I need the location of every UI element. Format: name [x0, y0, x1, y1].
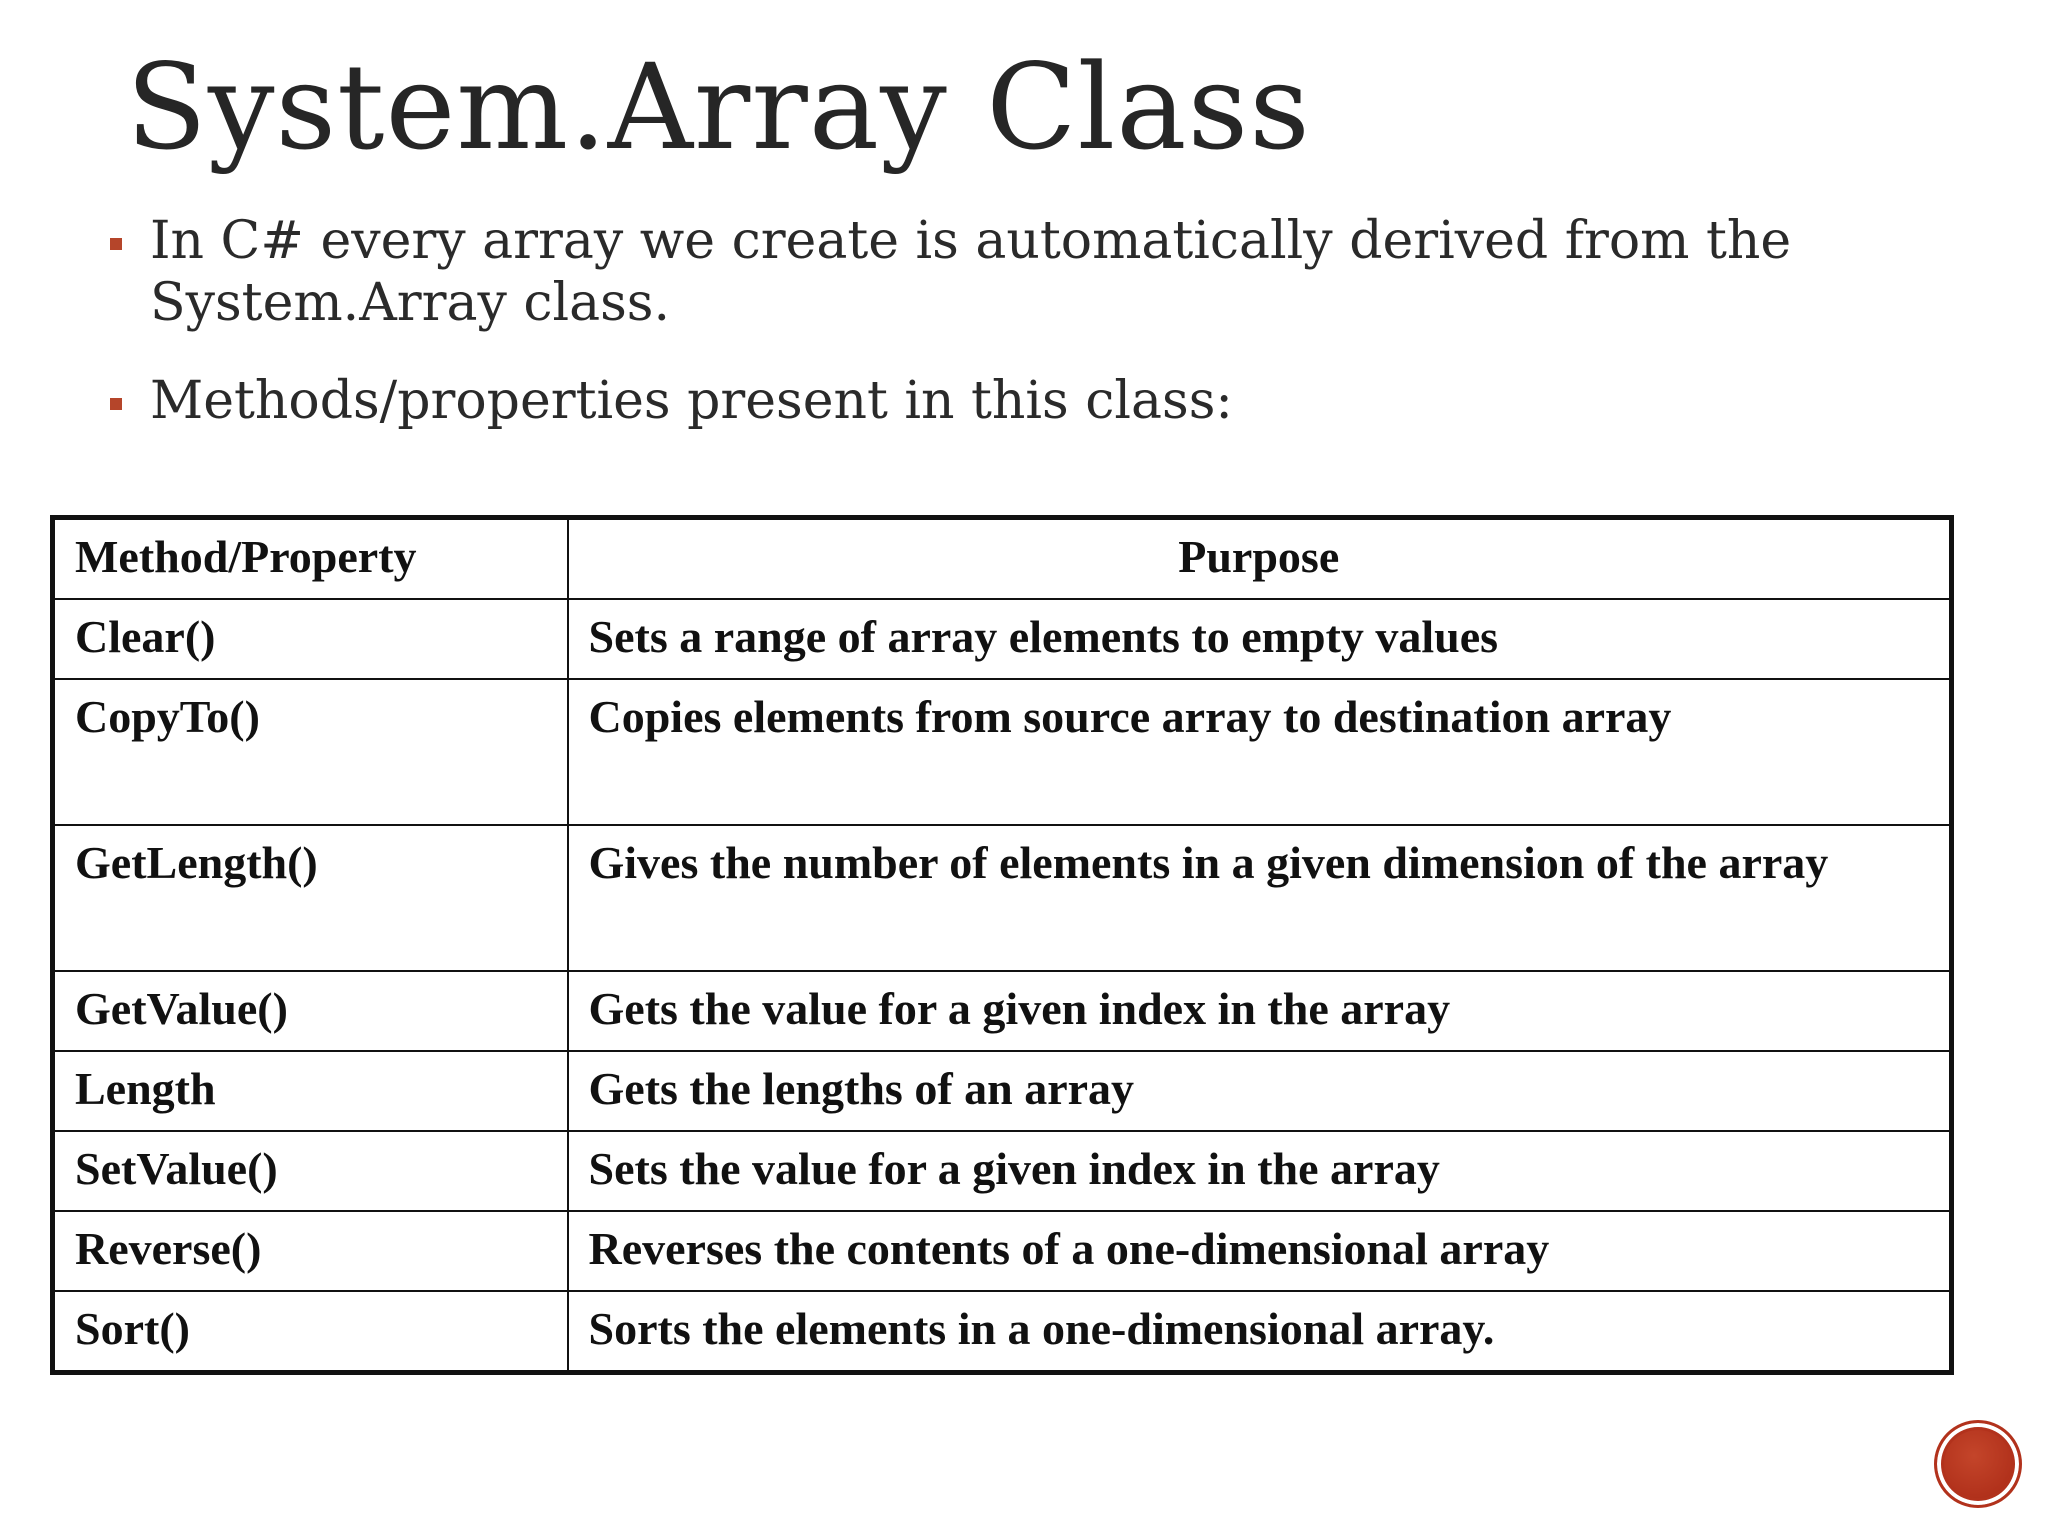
table-row: [53, 1211, 1952, 1291]
table-header-row: [53, 518, 1952, 600]
square-bullet-icon: [110, 238, 122, 250]
method-name-cell: Length: [53, 1051, 568, 1131]
square-bullet-icon: [110, 398, 122, 410]
purpose-cell: Sets the value for a given index in the array: [568, 1131, 1952, 1211]
purpose-cell: Gives the number of elements in a given dimension of the array: [568, 825, 1952, 971]
table-row: [53, 1131, 1952, 1211]
header-method-property: Method/Property: [53, 518, 568, 600]
method-name-cell: GetLength(): [53, 825, 568, 971]
method-name-cell: Clear(): [53, 599, 568, 679]
table-row: [53, 825, 1952, 971]
method-name-cell: CopyTo(): [53, 679, 568, 825]
method-name-cell: Reverse(): [53, 1211, 568, 1291]
bullet-text: In C# every array we create is automatically derived from the System.Array class.: [150, 211, 1792, 333]
purpose-cell: Copies elements from source array to destination array: [568, 679, 1952, 825]
method-name-cell: SetValue(): [53, 1131, 568, 1211]
purpose-cell: Gets the value for a given index in the array: [568, 971, 1952, 1051]
purpose-cell: Sorts the elements in a one-dimensional array.: [568, 1291, 1952, 1373]
bullet-item: [110, 370, 1930, 432]
methods-table-container: [50, 515, 1954, 1375]
table-row: [53, 1051, 1952, 1131]
header-purpose: Purpose: [568, 518, 1952, 600]
table-row: [53, 971, 1952, 1051]
bullet-text: Methods/properties present in this class:: [150, 371, 1233, 431]
bullet-list: [110, 210, 1930, 468]
method-name-cell: Sort(): [53, 1291, 568, 1373]
purpose-cell: Sets a range of array elements to empty values: [568, 599, 1952, 679]
table-row: [53, 1291, 1952, 1373]
table-row: [53, 599, 1952, 679]
bullet-item: [110, 210, 1930, 334]
next-slide-circle-icon[interactable]: [1934, 1420, 2022, 1508]
method-name-cell: GetValue(): [53, 971, 568, 1051]
methods-table: [50, 515, 1954, 1375]
slide-title: System.Array Class: [126, 38, 1311, 176]
table-row: [53, 679, 1952, 825]
purpose-cell: Gets the lengths of an array: [568, 1051, 1952, 1131]
purpose-cell: Reverses the contents of a one-dimensional array: [568, 1211, 1952, 1291]
